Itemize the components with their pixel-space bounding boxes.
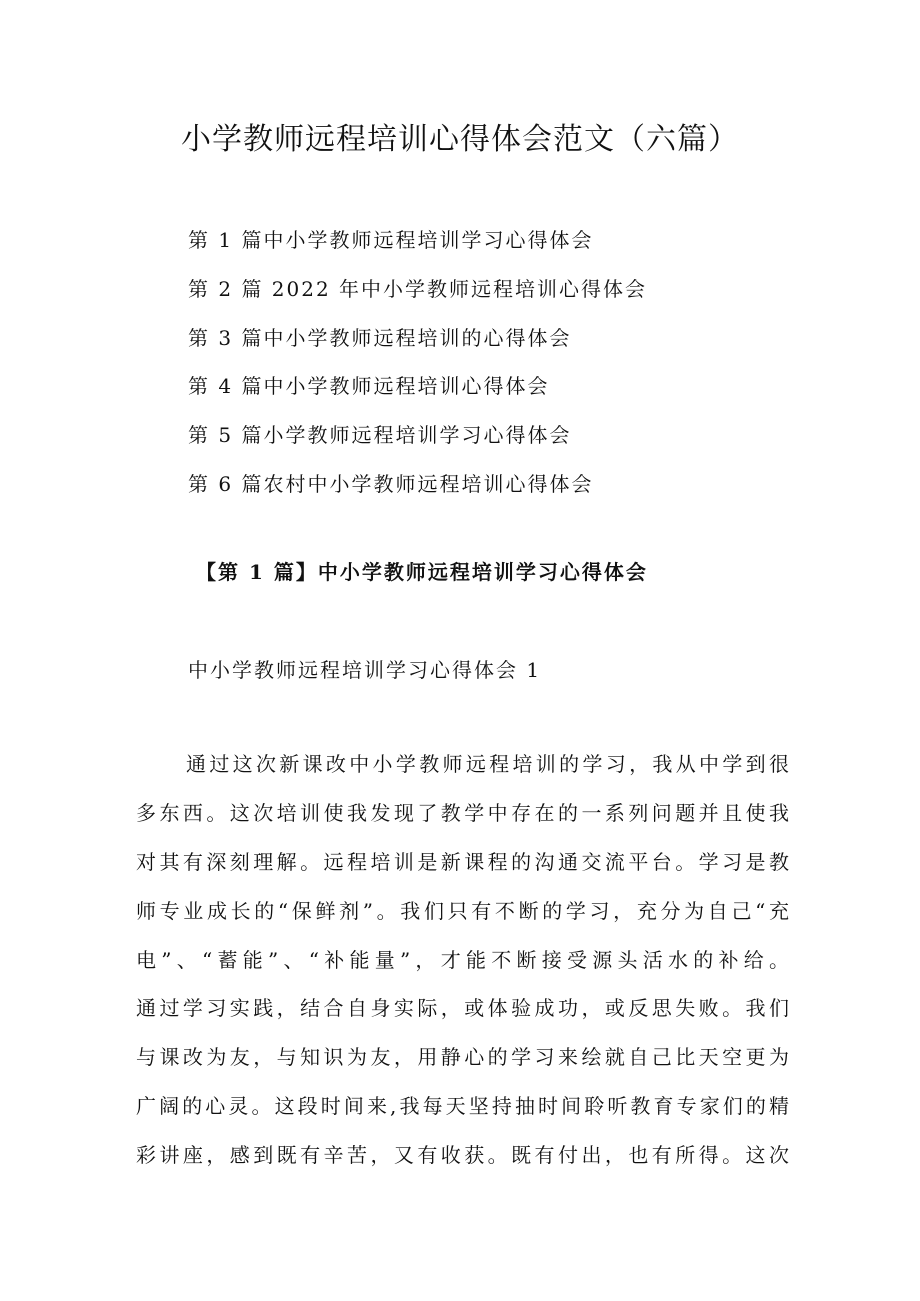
subheading: 中小学教师远程培训学习心得体会 1	[188, 658, 542, 682]
body-line: 与课改为友，与知识为友，用静心的学习来绘就自己比天空更为	[136, 1045, 790, 1070]
toc-item-5: 第 5 篇小学教师远程培训学习心得体会	[188, 423, 572, 448]
body-line: 对其有深刻理解。远程培训是新课程的沟通交流平台。学习是教	[136, 849, 790, 874]
body-line: 通过学习实践，结合自身实际，或体验成功，或反思失败。我们	[136, 996, 790, 1021]
body-line: 师专业成长的“保鲜剂”。我们只有不断的学习，充分为自己“充	[136, 898, 790, 923]
section-heading-label: 【第 1 篇】	[196, 560, 318, 584]
toc-item-3: 第 3 篇中小学教师远程培训的心得体会	[188, 325, 572, 350]
toc-item-2: 第 2 篇 2022 年中小学教师远程培训心得体会	[188, 276, 648, 301]
body-line: 多东西。这次培训使我发现了教学中存在的一系列问题并且使我	[136, 800, 790, 825]
toc-item-4: 第 4 篇中小学教师远程培训心得体会	[188, 374, 550, 399]
document-title: 小学教师远程培训心得体会范文（六篇）	[181, 122, 739, 157]
body-line: 电”、“蓄能”、“补能量”，才能不断接受源头活水的补给。	[136, 947, 790, 972]
toc-item-6: 第 6 篇农村中小学教师远程培训心得体会	[188, 471, 594, 496]
section-heading-text: 中小学教师远程培训学习心得体会	[317, 560, 648, 584]
table-of-contents	[188, 216, 647, 509]
body-line: 彩讲座，感到既有辛苦，又有收获。既有付出，也有所得。这次	[136, 1143, 790, 1168]
toc-item-1: 第 1 篇中小学教师远程培训学习心得体会	[188, 228, 594, 252]
body-line: 通过这次新课改中小学教师远程培训的学习，我从中学到很	[186, 752, 790, 776]
section-heading	[196, 554, 648, 590]
body-line: 广阔的心灵。这段时间来,我每天坚持抽时间聆听教育专家们的精	[136, 1094, 790, 1119]
body-paragraph	[136, 740, 790, 1180]
